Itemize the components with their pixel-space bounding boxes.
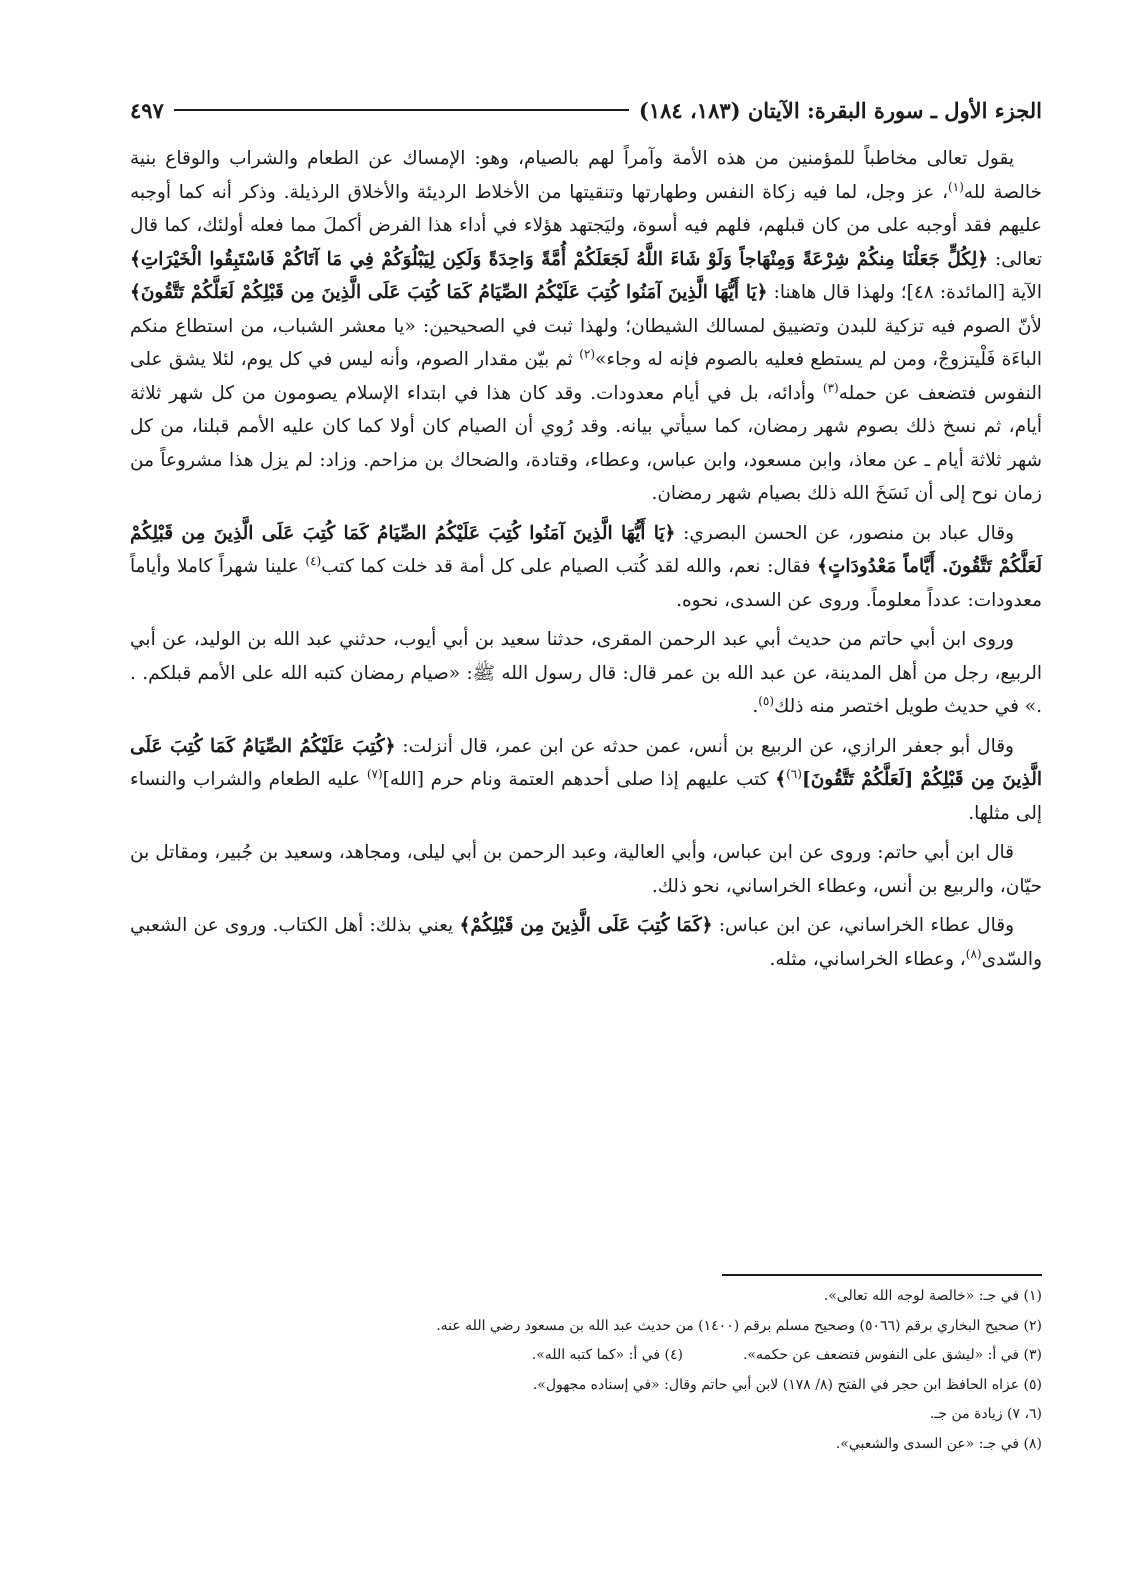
footnote-ref: (٣)	[822, 380, 839, 395]
text-run: علينا شهراً كاملا وأياماً معدودات: عدداً معلوماً. وروى عن السدى، نحوه.	[130, 556, 1042, 611]
quran-verse: ﴿كَمَا كُتِبَ عَلَى الَّذِينَ مِن قَبْلِكُمْ﴾	[459, 915, 713, 936]
footnote-2: (٢) صحيح البخاري برقم (٥٠٦٦) وصحيح مسلم برقم (١٤٠٠) من حديث عبد الله بن مسعود رضي الله عنه.	[436, 1317, 1042, 1334]
paragraph-5	[130, 836, 1042, 903]
quran-verse: ﴿يَا أَيُّهَا الَّذِينَ آمَنُوا كُتِبَ عَلَيْكُمُ الصِّيَامُ كَمَا كُتِبَ عَلَى الَّذِينَ مِن قَبْلِكُمْ لَعَلَّكُمْ تَتَّقُونَ﴾	[130, 282, 768, 303]
footnote-1: (١) في جـ: «خالصة لوجه الله تعالى».	[823, 1288, 1042, 1304]
paragraph-1	[130, 142, 1042, 511]
text-run: ثم بيّن مقدار الصوم، وأنه ليس في كل يوم، لئلا يشق على النفوس فتضعف عن حمله	[130, 349, 1042, 404]
text-run: فقال: نعم، والله لقد كُتب الصيام على كل أمة قد خلت كما كتب	[321, 556, 818, 577]
footnote-ref: (٢)	[579, 346, 596, 361]
text-run: لأنّ الصوم فيه تزكية للبدن وتضييق لمسالك الشيطان؛ ولهذا ثبت في الصحيحين: «يا معشر الشباب، من استطاع منكم الباءَة فَلْيتزوجْ، ومن لم يستطع فعليه بالصوم فإنه له وجاء»	[130, 315, 1042, 370]
footnotes	[130, 1282, 1042, 1459]
quran-verse: ﴿لِكُلٍّ جَعَلْنَا مِنكُمْ شِرْعَةً وَمِنْهَاجاً وَلَوْ شَاءَ اللَّهُ لَجَعَلَكُمْ أُمَّةً وَاحِدَةً وَلَكِن لِيَبْلُوَكُمْ فِي مَا آتَاكُمْ فَاسْتَبِقُوا الْخَيْرَاتِ﴾	[130, 248, 989, 270]
text-run: يعني بذلك: أهل الكتاب. وروى عن الشعبي والسّدى	[130, 915, 1042, 970]
text-run: الآية [المائدة: ٤٨]؛ ولهذا قال هاهنا:	[767, 282, 1042, 303]
footnote-ref: (٧)	[366, 766, 383, 781]
footnote-8: (٨) في جـ: «عن السدى والشعبي».	[835, 1435, 1042, 1452]
text-run: وروى ابن أبي حاتم من حديث أبي عبد الرحمن المقرى، حدثنا سعيد بن أبي أيوب، حدثني عبد الله بن الوليد، عن أبي الربيع، رجل من أهل المدينة، عن عبد الله بن عمر قال: قال رسول الله ﷺ: «صيام رمضان كتبه الله على الأمم قبلكم. . .» في حديث طويل اختصر منه ذلك	[130, 629, 1042, 717]
footnote-5: (٥) عزاه الحافظ ابن حجر في الفتح (٨/ ١٧٨) لابن أبي حاتم وقال: «في إسناده مجهول».	[532, 1376, 1042, 1393]
text-run: وأدائه، بل في أيام معدودات. وقد كان هذا في ابتداء الإسلام يصومون من كل شهر ثلاثة أيام، ثم نسخ ذلك بصوم شهر رمضان، كما سيأتي بيانه. وقد رُوي أن الصيام كان أولا كما كان عليه الأمم قبلنا، من كل شهر ثلاثة أيام ـ عن معاذ، وابن مسعود، وابن عباس، وعطاء، وقتادة، والضحاك بن مزاحم. وزاد: لم يزل هذا مشروعاً من زمان نوح إلى أن نَسَخَ الله ذلك بصيام شهر رمضان.	[130, 382, 1042, 504]
paragraph-2	[130, 517, 1042, 618]
text-run: عليه الطعام والشراب والنساء إلى مثلها.	[130, 769, 1042, 824]
text-run: كتب عليهم إذا صلى أحدهم العتمة ونام حرم [الله]	[382, 769, 776, 790]
text-run: .	[752, 696, 759, 717]
footnote-ref: (١)	[948, 179, 964, 194]
running-header	[130, 94, 1042, 126]
quran-verse: ﴿يَا أَيُّهَا الَّذِينَ آمَنُوا كُتِبَ عَلَيْكُمُ الصِّيَامُ كَمَا كُتِبَ عَلَى الَّذِينَ مِن قَبْلِكُمْ لَعَلَّكُمْ تَتَّقُونَ. أَيَّاماً مَعْدُودَاتٍ﴾	[130, 522, 1042, 577]
paragraph-3	[130, 623, 1042, 724]
footnote-6-7: (٦، ٧) زيادة من جـ.	[929, 1406, 1042, 1422]
footnote-ref: (٨)	[965, 946, 982, 961]
paragraph-6	[130, 909, 1042, 976]
header-title: الجزء الأول ـ سورة البقرة: الآيتان (١٨٣، ١٨٤)	[638, 97, 1042, 123]
footnote-divider	[722, 1274, 1042, 1276]
footnote-ref: (٥)	[758, 693, 775, 708]
footnote-3: (٣) في أ: «ليشق على النفوس فتضعف عن حكمه».	[742, 1347, 1042, 1363]
main-text	[130, 142, 1042, 982]
footnote-3-4	[130, 1341, 1042, 1371]
page-number: ٤٩٧	[130, 97, 164, 123]
text-run: ، عز وجل، لما فيه زكاة النفس وطهارتها وتنقيتها من الأخلاط الرديئة والأخلاق الرذيلة. وذكر أنه كما أوجبه عليهم فقد أوجبه على من كان قبلهم، فلهم فيه أسوة، وليَجتهد هؤلاء في أداء هذا الفرض أكملَ مما فعله أولئك، كما قال تعالى:	[130, 181, 1042, 270]
text-run: وقال عطاء الخراساني، عن ابن عباس:	[712, 915, 1015, 936]
text-run: وقال أبو جعفر الرازي، عن الربيع بن أنس، عمن حدثه عن ابن عمر، قال أنزلت:	[395, 735, 1014, 757]
text-run: يقول تعالى مخاطباً للمؤمنين من هذه الأمة وآمراً لهم بالصيام، وهو: الإمساك عن الطعام والشراب والوقاع بنية خالصة لله	[130, 148, 1042, 203]
header-rule	[174, 109, 629, 111]
text-run: وقال عباد بن منصور، عن الحسن البصري:	[675, 522, 1015, 544]
text-run: ، وعطاء الخراساني، مثله.	[769, 948, 966, 970]
footnote-ref: (٦)	[786, 766, 802, 781]
footnote-4: (٤) في أ: «كما كتبه الله».	[531, 1347, 683, 1363]
footnote-ref: (٤)	[305, 553, 322, 568]
quran-verse: ﴾	[775, 769, 787, 790]
text-run: قال ابن أبي حاتم: وروى عن ابن عباس، وأبي العالية، وعبد الرحمن بن أبي ليلى، ومجاهد، وسعيد بن جُبير، ومقاتل بن حيّان، والربيع بن أنس، وعطاء الخراساني، نحو ذلك.	[130, 842, 1042, 897]
quran-verse: ﴿كُتِبَ عَلَيْكُمُ الصِّيَامُ كَمَا كُتِبَ عَلَى الَّذِينَ مِن قَبْلِكُمْ [لَعَلَّكُمْ تَتَّقُونَ]	[130, 735, 1042, 790]
paragraph-4	[130, 730, 1042, 831]
